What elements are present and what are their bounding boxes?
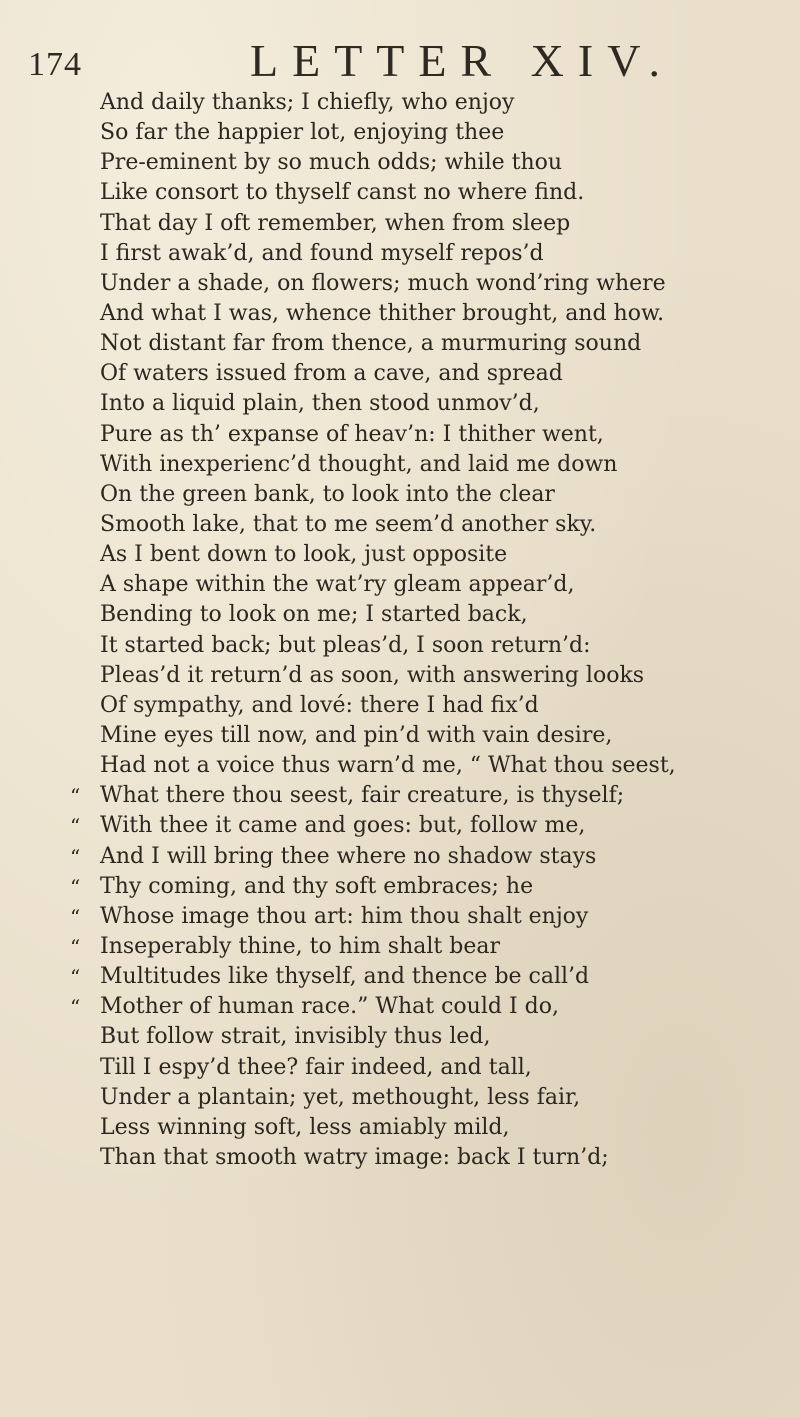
poem-line-text: Into a liquid plain, then stood unmov’d,	[100, 391, 540, 417]
poem-line	[100, 721, 792, 751]
poem-line	[100, 450, 792, 480]
poem-line-text: I first awak’d, and found myself repos’d	[100, 240, 544, 266]
poem-line-text: Multitudes like thyself, and thence be call’d	[100, 964, 590, 990]
poem-line	[100, 540, 792, 570]
poem-line-text: What there thou seest, fair creature, is thyself;	[100, 783, 625, 809]
poem-line	[100, 691, 792, 721]
poem-line-text: On the green bank, to look into the clear	[100, 481, 555, 507]
poem-line	[100, 209, 792, 239]
poem-line-text: Till I espy’d thee? fair indeed, and tall,	[100, 1054, 532, 1080]
quote-mark: “	[70, 965, 81, 990]
poem-line-text: As I bent down to look, just opposite	[100, 542, 508, 568]
poem-line	[70, 781, 792, 811]
poem-line-text: Whose image thou art: him thou shalt enjoy	[100, 903, 589, 929]
poem-line	[70, 932, 792, 962]
poem-line-text: Under a plantain; yet, methought, less fair,	[100, 1084, 581, 1110]
poem-text	[70, 88, 792, 1173]
running-head	[28, 20, 788, 86]
quote-mark: “	[70, 934, 81, 959]
poem-line-text: That day I oft remember, when from sleep	[100, 210, 571, 236]
letter-heading: LETTER XIV.	[250, 35, 675, 86]
poem-line-text: Not distant far from thence, a murmuring sound	[100, 331, 642, 357]
poem-line	[70, 962, 792, 992]
poem-line-text: It started back; but pleas’d, I soon return’d:	[100, 632, 591, 658]
poem-line	[100, 480, 792, 510]
poem-line	[100, 661, 792, 691]
poem-line-text: With thee it came and goes: but, follow me,	[100, 813, 586, 839]
poem-line-text: Mine eyes till now, and pin’d with vain desire,	[100, 722, 613, 748]
poem-line-text: Than that smooth watry image: back I turn’d;	[100, 1144, 609, 1170]
quote-mark: “	[70, 814, 81, 839]
poem-line-text: And daily thanks; I chiefly, who enjoy	[100, 90, 515, 115]
poem-line-text: Mother of human race.” What could I do,	[100, 994, 559, 1020]
poem-line	[100, 570, 792, 600]
poem-line	[70, 902, 792, 932]
quote-mark: “	[70, 844, 81, 869]
poem-line	[100, 299, 792, 329]
poem-line-text: Had not a voice thus warn’d me, “ What thou seest,	[100, 753, 676, 779]
poem-line-text: Of waters issued from a cave, and spread	[100, 361, 563, 387]
poem-line	[100, 118, 792, 148]
poem-line	[100, 1083, 792, 1113]
poem-line	[100, 1143, 792, 1173]
poem-line-text: Like consort to thyself canst no where find.	[100, 180, 585, 206]
poem-line-text: Pre-eminent by so much odds; while thou	[100, 150, 563, 176]
poem-line-text: Less winning soft, less amiably mild,	[100, 1114, 510, 1140]
poem-line-text: And what I was, whence thither brought, and how.	[100, 300, 665, 326]
poem-line-text: Thy coming, and thy soft embraces; he	[100, 873, 534, 899]
poem-line	[70, 842, 792, 872]
poem-line-text: Pleas’d it return’d as soon, with answering looks	[100, 662, 645, 688]
quote-mark: “	[70, 874, 81, 899]
poem-line	[70, 811, 792, 841]
quote-mark: “	[70, 784, 81, 809]
poem-line	[100, 148, 792, 178]
poem-line-text: Bending to look on me; I started back,	[100, 602, 528, 628]
poem-line	[100, 359, 792, 389]
quote-mark: “	[70, 904, 81, 929]
poem-line	[100, 510, 792, 540]
poem-line	[100, 389, 792, 419]
poem-line	[100, 600, 792, 630]
poem-line	[100, 751, 792, 781]
poem-line	[100, 631, 792, 661]
poem-line-text: Pure as th’ expanse of heav’n: I thither went,	[100, 421, 604, 447]
poem-line	[100, 1113, 792, 1143]
poem-line	[100, 239, 792, 269]
poem-line-text: Inseperably thine, to him shalt bear	[100, 933, 500, 959]
poem-line-text: And I will bring thee where no shadow stays	[100, 843, 597, 869]
poem-line-text: But follow strait, invisibly thus led,	[100, 1024, 491, 1050]
poem-line	[70, 992, 792, 1022]
quote-mark: “	[70, 995, 81, 1020]
poem-line	[100, 178, 792, 208]
poem-line	[100, 88, 792, 118]
poem-line-text: Of sympathy, and lové: there I had fix’d	[100, 692, 539, 718]
poem-line-text: So far the happier lot, enjoying thee	[100, 120, 505, 146]
poem-line	[100, 269, 792, 299]
poem-line	[100, 329, 792, 359]
poem-line-text: Smooth lake, that to me seem’d another sky.	[100, 511, 597, 537]
poem-line	[70, 872, 792, 902]
poem-line-text: Under a shade, on flowers; much wond’ring where	[100, 270, 666, 296]
poem-line-text: With inexperienc’d thought, and laid me down	[100, 451, 618, 477]
poem-line	[100, 420, 792, 450]
poem-line	[100, 1053, 792, 1083]
page-number: 174	[28, 46, 82, 83]
poem-line	[100, 1022, 792, 1052]
poem-line-text: A shape within the wat’ry gleam appear’d,	[100, 572, 575, 598]
